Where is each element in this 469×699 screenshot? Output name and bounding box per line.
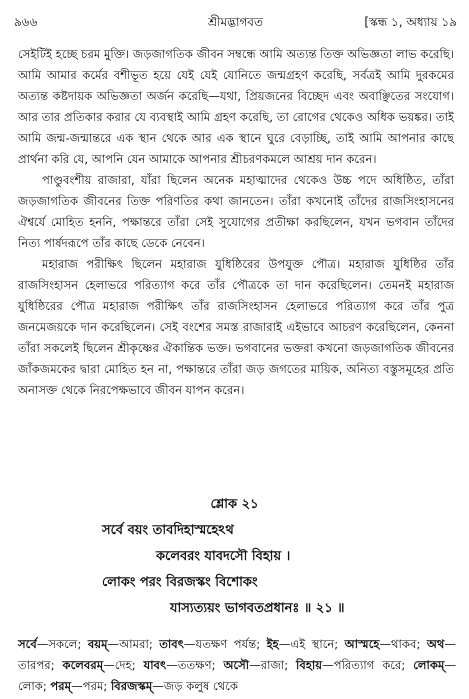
page-number: ৯৬৬ (14, 15, 38, 29)
synonym-meaning: এই স্থানে (290, 637, 335, 651)
synonym-entry: ইহ—এই স্থানে; (266, 637, 345, 651)
synonym-word: বিরজস্কম্ (110, 679, 153, 693)
synonym-entry: লোকম্—লোক; (18, 658, 457, 693)
synonym-word: তাবৎ (159, 637, 184, 651)
verse-line-1: সর্বে বয়ং তাবদিহাস্মহেঽথ (102, 523, 234, 538)
synonym-meaning: সকলে (48, 637, 78, 651)
synonym-meaning: ততক্ষণ (177, 658, 212, 672)
synonym-entry: বয়ম্—আমরা; (87, 637, 160, 651)
verse-line-2: কলেবরং যাবদসৌ বিহায় । (156, 549, 291, 564)
synonym-word: লোকম্ (413, 658, 445, 672)
synonym-word: ইহ (266, 637, 279, 651)
verse-heading: শ্লোক ২১ (210, 497, 259, 512)
synonym-entry: সর্বে—সকলে; (18, 637, 88, 651)
synonym-entry: তাবৎ—যতক্ষণ পর্যন্ত; (159, 637, 267, 651)
book-title: শ্রীমদ্ভাগবত (207, 15, 263, 29)
purport-paragraph-1: সেইটিই হচ্ছে চরম মুক্তি। জড়জাগতিক জীবন সম্বন্ধে আমি অত্যন্ত তিক্ত অভিজ্ঞতা লাভ করেছি। আমি আমার কর্মের বশীভূত হয়ে যেই যেই যোনিতে জন্মগ্রহণ করেছি, সর্বত্রই আমি দুরকমের অত্যন্ত কষ্টদায়ক অভিজ্ঞতা অর্জন করেছি—যথা, প্রিয়জনের বিচ্ছেদ এবং অবাঞ্ছিতের সংযোগ। আর তার প্রতিকার করার যে ব্যবস্থাই আমি গ্রহণ করেছি, তা রোগের থেকেও অধিক ভয়ঙ্কর। তাই আমি জন্ম-জন্মান্তরে এক স্থান থেকে আর এক স্থানে ঘুরে বেড়াচ্ছি, তাই আমি আপনার কাছে প্রার্থনা করি যে, আপনি যেন আমাকে আপনার শ্রীচরণকমলে আশ্রয় দান করেন। (18, 47, 454, 166)
synonym-meaning: আমরা (119, 637, 149, 651)
synonym-meaning: যতক্ষণ পর্যন্ত (195, 637, 257, 651)
synonym-meaning: পরিত্যাগ করে (333, 658, 402, 672)
synonym-entry: অসৌ—রাজা; (223, 658, 297, 672)
synonym-meaning: দেহ (114, 658, 132, 672)
page-header (14, 12, 457, 32)
synonym-word: বয়ম্ (87, 637, 108, 651)
synonym-entry: বিরজস্কম্—জড় কলুষ থেকে (110, 679, 239, 693)
synonym-word: আস্মহে (344, 637, 380, 651)
synonym-meaning: রাজা (260, 658, 285, 672)
purport-paragraph-2: পাণ্ডুবংশীয় রাজারা, যাঁরা ছিলেন অনেক মহাত্মাদের থেকেও উচ্চ পদে অধিষ্ঠিত, তাঁরা জড়জাগতিক জীবনের তিক্ত পরিণতির কথা জানতেন। তাঁরা কখনোই তাঁদের রাজসিংহাসনের ঐশ্বর্যে মোহিত হননি, পক্ষান্তরে তাঁরা সেই সুযোগের প্রতীক্ষা করছিলেন, যখন ভগবান তাঁদের নিত্য পার্ষদরূপে তাঁর কাছে ডেকে নেবেন। (18, 173, 454, 250)
purport-text (18, 44, 454, 401)
synonym-word: পরম্ (50, 679, 72, 693)
synonym-entry: কলেবরম্—দেহ; (62, 658, 144, 672)
synonym-entry: পরম্—পরম; (50, 679, 111, 693)
synonym-entry: আস্মহে—থাকব; (344, 637, 427, 651)
synonym-word: বিহায় (296, 658, 323, 672)
synonym-meaning: লোক (18, 679, 43, 693)
synonym-meaning: থাকব (391, 637, 417, 651)
synonym-word: অসৌ (223, 658, 250, 672)
verse-line-4: যাস্যত্যয়ং ভাগবতপ্রধানঃ ॥ ২১ ॥ (170, 601, 345, 616)
word-meanings (18, 634, 456, 697)
synonym-entry: যাবৎ—ততক্ষণ; (143, 658, 224, 672)
verse-line-3: লোকং পরং বিরজস্কং বিশোকং (102, 575, 258, 590)
synonym-word: সর্বে (18, 637, 37, 651)
synonym-entry: বিহায়—পরিত্যাগ করে; (296, 658, 414, 672)
synonym-meaning: তারপর (18, 658, 51, 672)
synonym-entry: অথ—তারপর; (18, 637, 456, 672)
synonym-meaning: পরম (82, 679, 104, 693)
synonym-word: কলেবরম্ (62, 658, 104, 672)
synonym-meaning: জড় কলুষ থেকে (163, 679, 239, 693)
chapter-reference: [স্কন্ধ ১, অধ্যায় ১৯ (364, 15, 457, 29)
synonym-word: যাবৎ (143, 658, 167, 672)
synonym-word: অথ (426, 637, 445, 651)
purport-paragraph-3: মহারাজ পরীক্ষিৎ ছিলেন মহারাজ যুধিষ্ঠিরের উপযুক্ত পৌত্র। মহারাজ যুধিষ্ঠির তাঁর রাজসিংহাসন হেলাভরে পরিত্যাগ করে তাঁর পৌত্রকে তা দান করেছিলেন। তেমনই মহারাজ যুধিষ্ঠিরের পৌত্র মহারাজ পরীক্ষিৎ তাঁর রাজসিংহাসন হেলাভরে পরিত্যাগ করে তাঁর পুত্র জনমেজয়কে দান করেছিলেন। সেই বংশের সমস্ত রাজারাই এইভাবে আচরণ করেছিলেন, কেননা তাঁরা সকলেই ছিলেন শ্রীকৃষ্ণের ঐকান্তিক ভক্ত। ভগবানের ভক্তরা কখনো জড়জাগতিক জীবনের জাঁকজমকের দ্বারা মোহিত হন না, পক্ষান্তরে তাঁরা জড় জগতের মায়িক, অনিত্য বস্তুসমূহের প্রতি অনাসক্ত থেকে নিরপেক্ষভাবে জীবন যাপন করেন। (18, 257, 454, 397)
